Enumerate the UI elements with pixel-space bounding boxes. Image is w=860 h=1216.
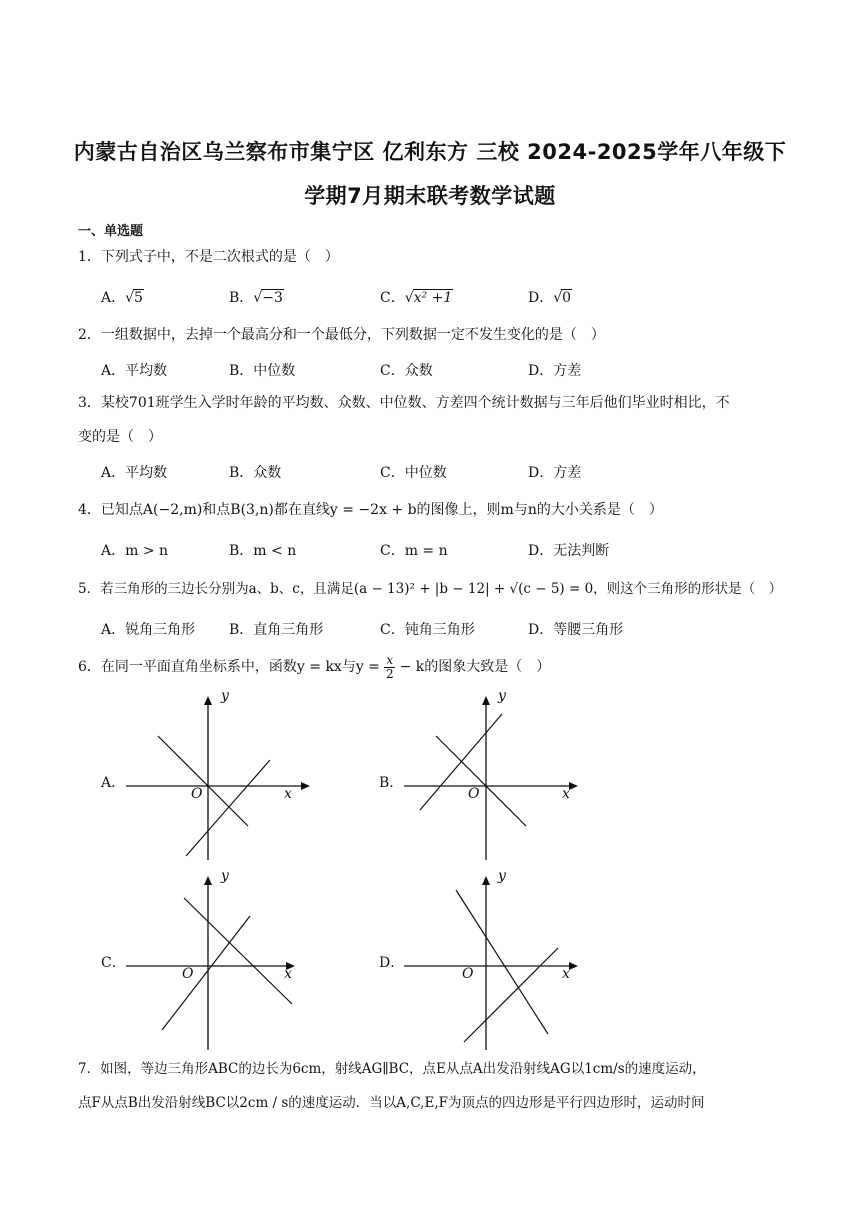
q4-option-d: D．无法判断 — [528, 543, 610, 559]
q1-option-d: D．√0 — [528, 290, 572, 306]
q5-option-b: B．直角三角形 — [229, 622, 324, 638]
q1-option-d-value: 0 — [562, 290, 572, 306]
q6-fraction — [384, 654, 395, 681]
q3-option-d: D．方差 — [528, 465, 582, 481]
q2-option-c: C．众数 — [380, 363, 433, 379]
line-y-kx — [436, 736, 526, 826]
q1-option-a-value: 5 — [134, 290, 143, 306]
x-axis-arrow-icon — [569, 782, 578, 790]
q3-option-b: B．众数 — [229, 465, 282, 481]
q5-option-c: C．钝角三角形 — [380, 622, 475, 638]
q6-graph-d-origin: O — [462, 966, 474, 982]
q6-stem-pre: 6．在同一平面直角坐标系中，函数y = kx与y = — [78, 659, 380, 675]
y-axis-arrow-icon — [482, 876, 490, 885]
q4-option-b: B．m < n — [229, 543, 297, 559]
q1-option-b-label: B． — [229, 290, 254, 306]
question-3-stem-line-2: 变的是（ ） — [78, 429, 162, 445]
q1-option-b-value: −3 — [262, 290, 283, 306]
q6-stem-post: − k的图象大致是（ ） — [399, 659, 551, 675]
q1-option-a-label: A． — [101, 290, 126, 306]
q2-option-b: B．中位数 — [229, 363, 296, 379]
x-axis-arrow-icon — [569, 962, 578, 970]
q6-graph-d-label: D． — [379, 955, 405, 971]
q1-option-a: A．√5 — [101, 290, 143, 306]
question-3-stem-line-1: 3．某校701班学生入学时年龄的平均数、众数、中位数、方差四个统计数据与三年后他们毕业时相比，不 — [78, 395, 730, 411]
q6-graph-c-x-label: x — [284, 966, 292, 982]
y-axis-arrow-icon — [482, 696, 490, 705]
q6-graph-b-x-label: x — [562, 786, 570, 802]
question-6-stem — [78, 650, 788, 684]
q6-graph-a-label: A． — [101, 775, 126, 791]
question-4-stem: 4．已知点A(−2,m)和点B(3,n)都在直线y = −2x + b的图像上，则m与n的大小关系是（ ） — [78, 502, 663, 518]
q6-graph-b — [398, 690, 588, 862]
q6-graph-a-y-label: y — [221, 688, 229, 704]
section-heading: 一、单选题 — [78, 224, 144, 239]
q6-graph-d-y-label: y — [498, 868, 506, 884]
q1-option-c-label: C． — [380, 290, 405, 306]
q4-option-a: A．m > n — [101, 543, 169, 559]
q3-option-c: C．中位数 — [380, 465, 447, 481]
q2-option-a: A．平均数 — [101, 363, 168, 379]
x-axis-arrow-icon — [301, 782, 310, 790]
line-y-x2-k — [420, 714, 502, 810]
question-5-stem: 5．若三角形的三边长分别为a、b、c，且满足(a − 13)² + |b − 12| + √(c − 5) = 0，则这个三角形的形状是（ ） — [78, 581, 783, 597]
q6-graph-a-x-label: x — [284, 786, 292, 802]
q1-option-c: C．√x² +1 — [380, 290, 453, 306]
question-2-stem: 2．一组数据中，去掉一个最高分和一个最低分，下列数据一定不发生变化的是（ ） — [78, 327, 605, 343]
q6-graph-c-y-label: y — [221, 868, 229, 884]
q6-fraction-numerator: x — [386, 652, 394, 667]
q1-option-b: B．√−3 — [229, 290, 283, 306]
line-y-x2-k — [186, 760, 270, 856]
question-7-line-2: 点F从点B出发沿射线BC以2cm / s的速度运动．当以A,C,E,F为顶点的四边形是平行四边形时，运动时间 — [78, 1095, 705, 1111]
q6-graph-c-origin: O — [182, 966, 194, 982]
q6-graph-c-label: C． — [101, 955, 126, 971]
line-y-x2-k — [184, 898, 292, 1004]
q6-fraction-denominator: 2 — [385, 666, 394, 681]
q6-graph-b-label: B． — [379, 775, 404, 791]
q6-graph-a — [120, 690, 320, 862]
q2-option-d: D．方差 — [528, 363, 582, 379]
q3-option-a: A．平均数 — [101, 465, 168, 481]
title-line-2: 学期7月期末联考数学试题 — [304, 184, 556, 208]
line-y-kx — [162, 916, 250, 1030]
line-y-kx — [456, 890, 548, 1034]
q6-graph-a-origin: O — [191, 786, 203, 802]
q4-option-c: C．m = n — [380, 543, 448, 559]
q6-graph-c — [120, 870, 310, 1052]
q6-graph-b-origin: O — [468, 786, 480, 802]
title-line-1: 内蒙古自治区乌兰察布市集宁区 亿利东方 三校 2024-2025学年八年级下 — [73, 140, 787, 164]
question-1-stem: 1．下列式子中，不是二次根式的是（ ） — [78, 249, 339, 265]
q1-option-c-value: x² +1 — [413, 290, 453, 306]
y-axis-arrow-icon — [204, 696, 212, 705]
q1-option-d-label: D． — [528, 290, 554, 306]
q6-graph-d — [398, 870, 588, 1052]
q6-graph-d-x-label: x — [562, 966, 570, 982]
q6-graph-b-y-label: y — [498, 688, 506, 704]
q5-option-a: A．锐角三角形 — [101, 622, 196, 638]
question-7-line-1: 7．如图，等边三角形ABC的边长为6cm，射线AG∥BC，点E从点A出发沿射线AG以1cm/s的速度运动， — [78, 1061, 706, 1077]
q5-option-d: D．等腰三角形 — [528, 622, 624, 638]
line-y-kx — [158, 736, 248, 826]
y-axis-arrow-icon — [204, 876, 212, 885]
